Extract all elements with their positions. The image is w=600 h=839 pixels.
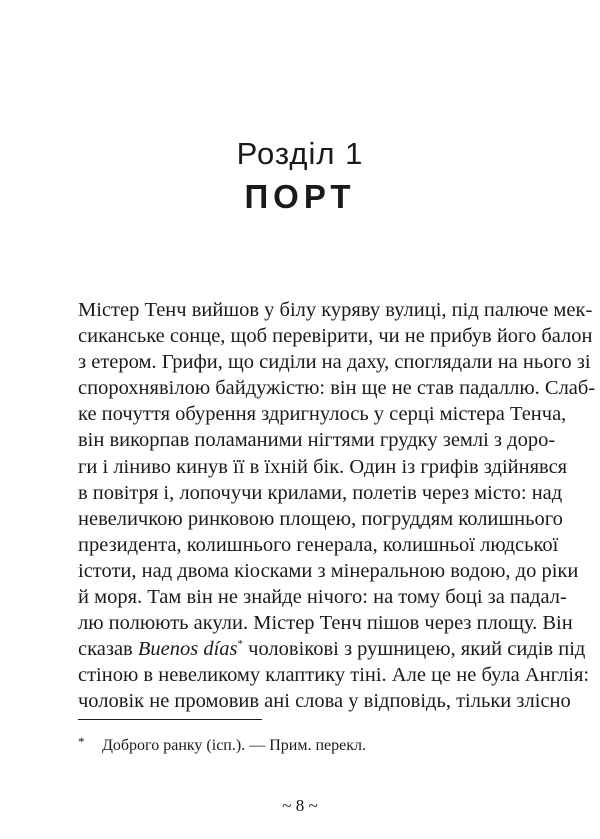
footnote-text: Доброго ранку (ісп.). — Прим. перекл.	[102, 737, 366, 754]
body-text	[78, 297, 596, 715]
footnote-marker: *	[78, 734, 85, 749]
page-number: ~ 8 ~	[282, 796, 318, 815]
foreign-phrase: Buenos días	[137, 638, 238, 661]
text-line: він викорпав поламаними нігтями грудку землі з доро-	[78, 429, 556, 452]
text-line: президента, колишнього генерала, колишньої людської	[78, 533, 559, 556]
chapter-title: ПОРТ	[244, 178, 356, 215]
text-line: ке почуття обурення здригнулось у серці містера Тенча,	[78, 403, 567, 426]
text-line: невеличкою ринковою площею, погруддям колишнього	[78, 507, 563, 530]
text-line: істоти, над двома кіосками з мінеральною водою, до ріки	[78, 559, 579, 582]
text-line: спорохнявілою байдужістю: він ще не став падаллю. Слаб-	[78, 377, 596, 400]
text-line: й моря. Там він не знайде нічого: на тому боці за падал-	[78, 586, 567, 609]
text-line-with-footnote	[78, 636, 586, 662]
text-line: сиканське сонце, щоб перевірити, чи не прибув його балон	[78, 325, 593, 348]
footnote	[78, 734, 543, 755]
text-line: з етером. Грифи, що сиділи на даху, споглядали на нього зі	[78, 351, 591, 374]
text-line: лю полюють акули. Містер Тенч пішов через площу. Він	[78, 612, 573, 635]
text-line: в повітря і, лопочучи крилами, полетів через місто: над	[78, 481, 563, 504]
text-line: ги і ліниво кинув її в їхній бік. Один із грифів здійнявся	[78, 455, 568, 478]
text-line: Містер Тенч вийшов у білу куряву вулиці, під палюче мек-	[78, 299, 593, 321]
text-segment: сказав	[78, 638, 138, 661]
text-line: чоловік не промовив ані слова у відповідь, тільки злісно	[78, 690, 571, 713]
text-line: стіною в невеликому клаптику тіні. Але це не була Англія:	[78, 664, 590, 687]
chapter-number: Розділ 1	[236, 136, 364, 171]
footnote-divider	[78, 719, 262, 720]
footnote-reference[interactable]: *	[237, 638, 244, 651]
text-segment: чоловікові з рушницею, який сидів під	[243, 638, 586, 661]
